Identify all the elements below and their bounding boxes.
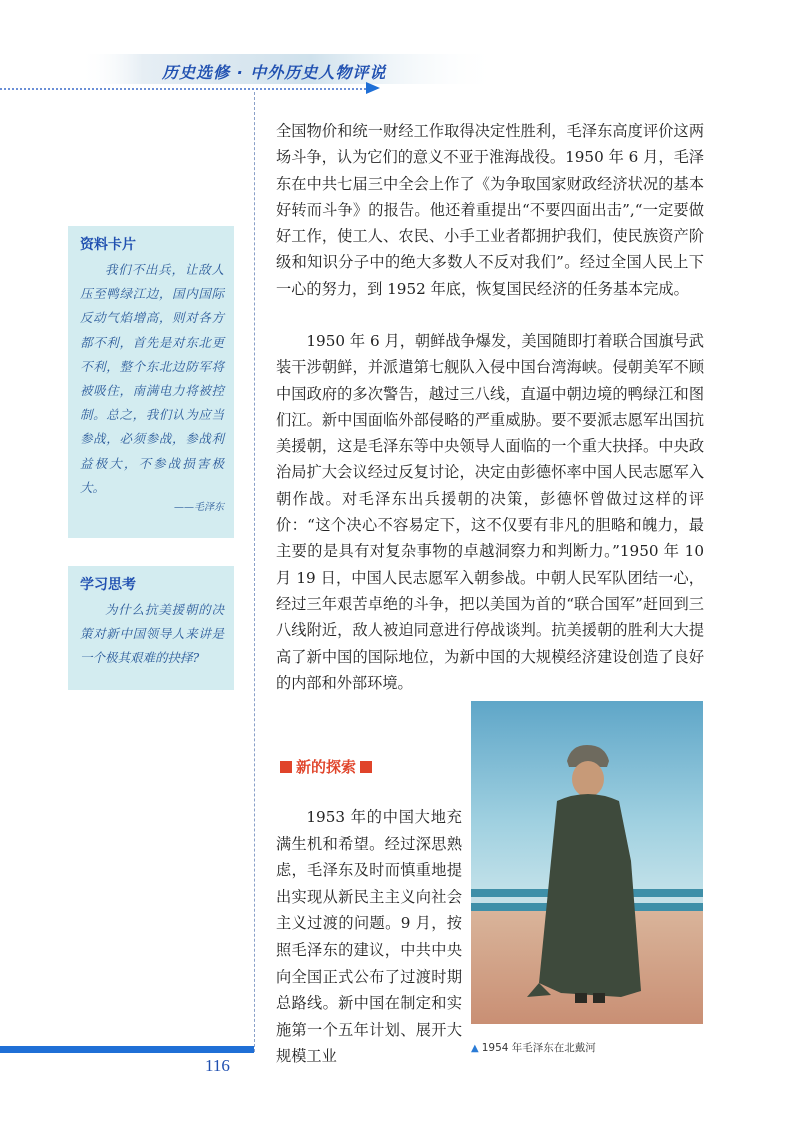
data-card-text: 我们不出兵，让敌人压至鸭绿江边，国内国际反动气焰增高，则对各方都不利，首先是对东北更不利，整个东北边防军将被吸住，南满电力将被控制。总之，我们认为应当参战，必须参战，参战利益极大，不参战损害极大。	[80, 262, 224, 495]
square-bullet-icon	[360, 761, 372, 773]
study-question-text: 为什么抗美援朝的决策对新中国领导人来讲是一个极其艰难的抉择?	[80, 602, 224, 666]
photo-caption-text: 1954 年毛泽东在北戴河	[481, 1042, 596, 1054]
photo-caption	[471, 1040, 596, 1055]
body-paragraph-3: 1953 年的中国大地充满生机和希望。经过深思熟虑，毛泽东及时而慎重地提出实现从新民主主义向社会主义过渡的问题。9 月，按照毛泽东的建议，中共中央向全国正式公布了过渡时期总路线。新中国在制定和实施第一个五年计划、展开大规模工业	[276, 808, 462, 1066]
footer-bar	[0, 1046, 254, 1053]
study-question-card	[68, 566, 234, 690]
body-paragraph-1: 全国物价和统一财经工作取得决定性胜利，毛泽东高度评价这两场斗争，认为它们的意义不亚于淮海战役。1950 年 6 月，毛泽东在中共七届三中全会上作了《为争取国家财政经济状况的基本好转而斗争》的报告。他还着重提出“不要四面出击”,“一定要做好工作，使工人、农民、小手工业者都拥护我们，使民族资产阶级和知识分子中的绝大多数人不反对我们”。经过全国人民上下一心的努力，到 1952 年底，恢复国民经济的任务基本完成。	[276, 122, 704, 298]
data-card	[68, 226, 234, 538]
section-heading-text: 新的探索	[296, 758, 357, 776]
data-card-attribution: ——毛泽东	[174, 502, 224, 514]
photo-mao-beidaihe	[471, 701, 703, 1024]
section-heading	[276, 756, 376, 777]
header-arrow-icon	[366, 82, 380, 94]
square-bullet-icon	[280, 761, 292, 773]
header-dotted-line	[0, 88, 370, 90]
header-band	[0, 52, 800, 88]
page-number: 116	[205, 1056, 230, 1075]
study-question-title: 学习思考	[80, 577, 136, 593]
data-card-title: 资料卡片	[80, 237, 136, 253]
body-paragraph-2: 1950 年 6 月，朝鲜战争爆发，美国随即打着联合国旗号武装干涉朝鲜，并派遣第七舰队入侵中国台湾海峡。侵朝美军不顾中国政府的多次警告，越过三八线，直逼中朝边境的鸭绿江和图们江。新中国面临外部侵略的严重威胁。要不要派志愿军出国抗美援朝，这是毛泽东等中央领导人面临的一个重大抉择。中央政治局扩大会议经过反复讨论，决定由彭德怀率中国人民志愿军入朝作战。对毛泽东出兵援朝的决策，彭德怀曾做过这样的评价：“这个决心不容易定下，这不仅要有非凡的胆略和魄力，最主要的是具有对复杂事物的卓越洞察力和判断力。”1950 年 10 月 19 日，中国人民志愿军入朝参战。中朝人民军队团结一心，经过三年艰苦卓绝的斗争，把以美国为首的“联合国军”赶回到三八线附近，敌人被迫同意进行停战谈判。抗美援朝的胜利大大提高了新中国的国际地位，为新中国的大规模经济建设创造了良好的内部和外部环境。	[276, 332, 704, 692]
triangle-bullet-icon: ▲	[471, 1043, 479, 1054]
book-title: 历史选修 · 中外历史人物评说	[162, 63, 387, 82]
column-divider	[254, 92, 255, 1052]
